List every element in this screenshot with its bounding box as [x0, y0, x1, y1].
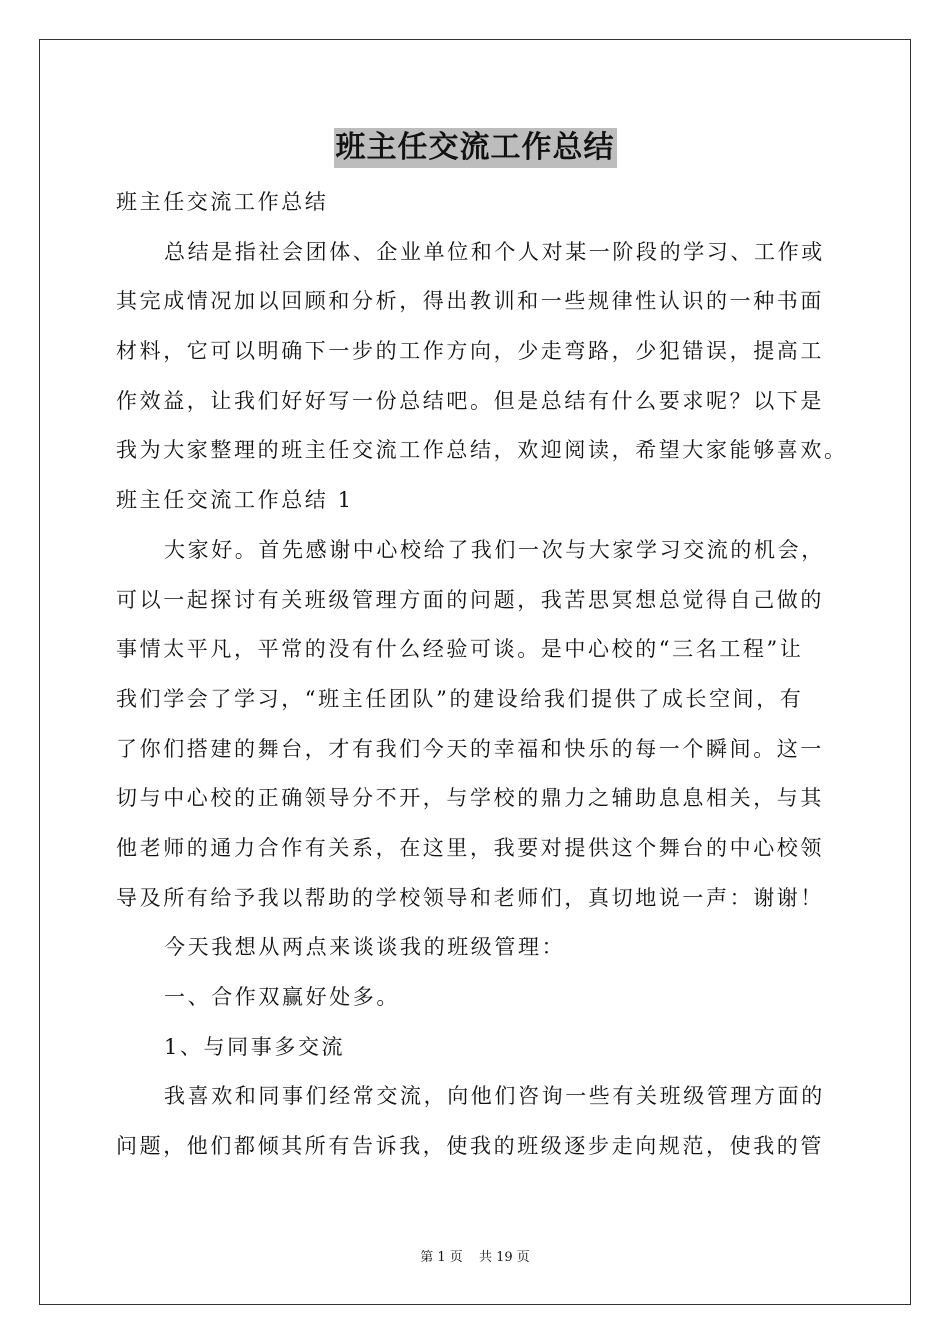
- paragraph-line: 可以一起探讨有关班级管理方面的问题，我苦思冥想总觉得自己做的: [116, 587, 824, 612]
- paragraph-line: 我们学会了学习，“班主任团队”的建设给我们提供了成长空间，有: [116, 686, 804, 711]
- paragraph-line: 总结是指社会团体、企业单位和个人对某一阶段的学习、工作或: [164, 239, 825, 264]
- paragraph-line: 我为大家整理的班主任交流工作总结，欢迎阅读，希望大家能够喜欢。: [116, 438, 848, 463]
- paragraph-line: 今天我想从两点来谈谈我的班级管理：: [164, 935, 566, 960]
- paragraph-line: 了你们搭建的舞台，才有我们今天的幸福和快乐的每一个瞬间。这一: [116, 736, 824, 761]
- section-heading: 班主任交流工作总结 1: [116, 488, 354, 513]
- paragraph-line: 作效益，让我们好好写一份总结吧。但是总结有什么要求呢？以下是: [116, 388, 824, 413]
- paragraph-line: 其完成情况加以回顾和分析，得出教训和一些规律性认识的一种书面: [116, 289, 824, 314]
- page-footer: [0, 1246, 950, 1265]
- document-title-text: 班主任交流工作总结: [334, 128, 617, 168]
- paragraph-line: 问题，他们都倾其所有告诉我，使我的班级逐步走向规范，使我的管: [116, 1134, 824, 1159]
- section-heading: 一、合作双赢好处多。: [164, 985, 400, 1009]
- paragraph-line: 导及所有给予我以帮助的学校领导和老师们，真切地说一声：谢谢！: [116, 885, 824, 910]
- page-number: 第 1 页: [420, 1250, 463, 1265]
- subsection-heading: 1、与同事多交流: [164, 1034, 346, 1059]
- paragraph-line: 他老师的通力合作有关系，在这里，我要对提供这个舞台的中心校领: [116, 835, 824, 860]
- paragraph-line: 切与中心校的正确领导分不开，与学校的鼎力之辅助息息相关，与其: [116, 786, 824, 811]
- paragraph-line: 材料，它可以明确下一步的工作方向，少走弯路，少犯错误，提高工: [116, 339, 824, 364]
- paragraph-line: 大家好。首先感谢中心校给了我们一次与大家学习交流的机会，: [164, 537, 825, 562]
- document-body: [116, 178, 848, 1172]
- page-total: 共 19 页: [478, 1250, 530, 1265]
- document-title: [0, 128, 950, 168]
- paragraph-line: 事情太平凡，平常的没有什么经验可谈。是中心校的“三名工程”让: [116, 637, 804, 662]
- subtitle-line: 班主任交流工作总结: [116, 190, 329, 214]
- paragraph-line: 我喜欢和同事们经常交流，向他们咨询一些有关班级管理方面的: [164, 1084, 825, 1109]
